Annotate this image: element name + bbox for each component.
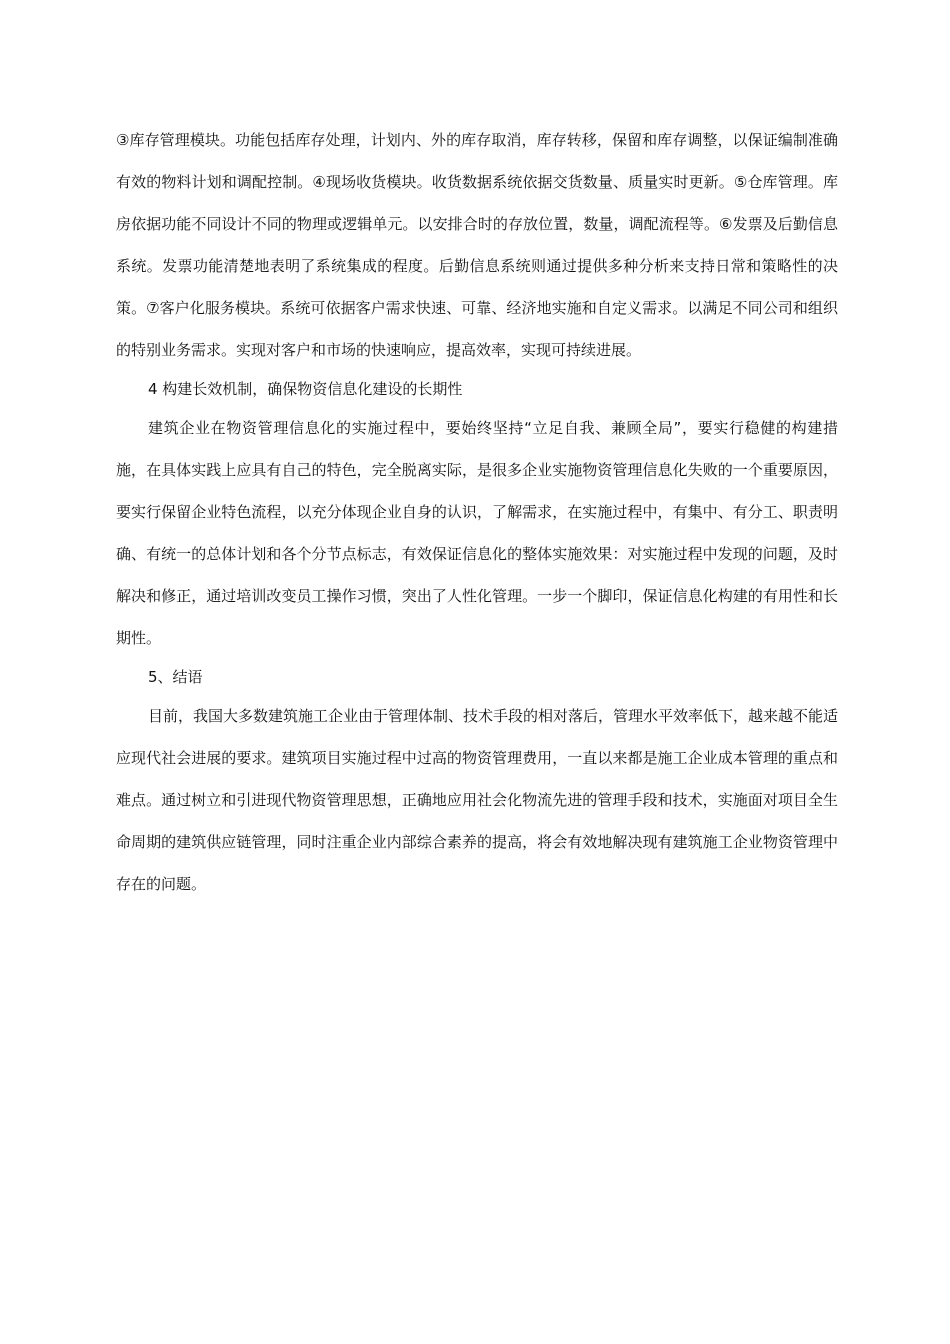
section-heading-5: 5、结语 (148, 668, 203, 686)
document-body (116, 119, 838, 905)
paragraph-conclusion: 目前，我国大多数建筑施工企业由于管理体制、技术手段的相对落后，管理水平效率低下，越来越不能适应现代社会进展的要求。建筑项目实施过程中过高的物资管理费用，一直以来都是施工企业成本管理的重点和难点。通过树立和引进现代物资管理思想，正确地应用社会化物流先进的管理手段和技术，实施面对项目全生命周期的建筑供应链管理，同时注重企业内部综合素养的提高，将会有效地解决现有建筑施工企业物资管理中存在的问题。 (116, 707, 839, 893)
paragraph-long-term-mechanism: 建筑企业在物资管理信息化的实施过程中，要始终坚持“立足自我、兼顾全局”，要实行稳健的构建措施，在具体实践上应具有自己的特色，完全脱离实际，是很多企业实施物资管理信息化失败的一个重要原因，要实行保留企业特色流程，以充分体现企业自身的认识，了解需求，在实施过程中，有集中、有分工、职责明确、有统一的总体计划和各个分节点标志，有效保证信息化的整体实施效果：对实施过程中发现的问题，及时解决和修正，通过培训改变员工操作习惯，突出了人性化管理。一步一个脚印，保证信息化构建的有用性和长期性。 (116, 419, 838, 647)
section-heading-4: 4 构建长效机制，确保物资信息化建设的长期性 (148, 380, 463, 398)
paragraph-modules: ③库存管理模块。功能包括库存处理，计划内、外的库存取消，库存转移，保留和库存调整，以保证编制准确有效的物料计划和调配控制。④现场收货模块。收货数据系统依据交货数量、质量实时更新。⑤仓库管理。库房依据功能不同设计不同的物理或逻辑单元。以安排合时的存放位置，数量，调配流程等。⑥发票及后勤信息系统。发票功能清楚地表明了系统集成的程度。后勤信息系统则通过提供多种分析来支持日常和策略性的决策。⑦客户化服务模块。系统可依据客户需求快速、可靠、经济地实施和自定义需求。以满足不同公司和组织的特别业务需求。实现对客户和市场的快速响应，提高效率，实现可持续进展。 (116, 131, 838, 359)
